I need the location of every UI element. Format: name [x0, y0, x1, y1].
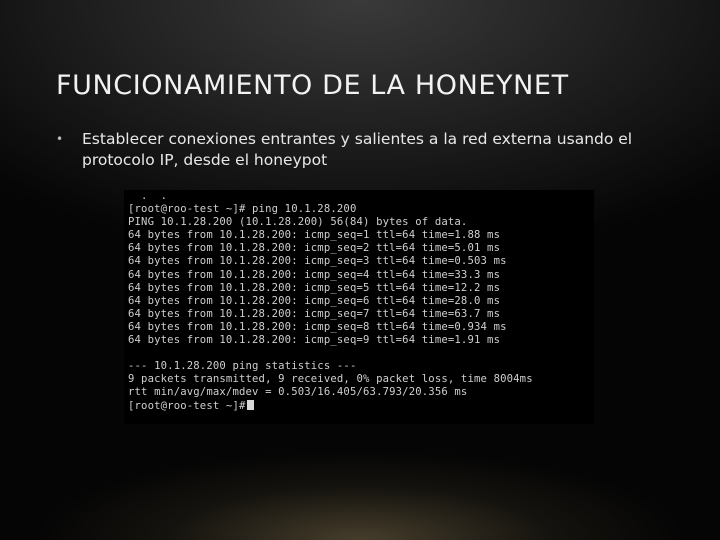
- terminal-line: . .: [128, 190, 168, 202]
- terminal-line: 64 bytes from 10.1.28.200: icmp_seq=3 ttl=64 time=0.503 ms: [128, 255, 507, 268]
- slide-title: FUNCIONAMIENTO DE LA HONEYNET: [56, 70, 569, 101]
- terminal-line: [128, 347, 594, 360]
- bullet-item: [56, 129, 666, 171]
- terminal-line: 64 bytes from 10.1.28.200: icmp_seq=6 ttl=64 time=28.0 ms: [128, 294, 501, 307]
- terminal-screenshot: [124, 190, 594, 424]
- terminal-line: --- 10.1.28.200 ping statistics ---: [128, 360, 357, 373]
- terminal-line: rtt min/avg/max/mdev = 0.503/16.405/63.793/20.356 ms: [128, 386, 468, 399]
- terminal-line: 64 bytes from 10.1.28.200: icmp_seq=8 ttl=64 time=0.934 ms: [128, 320, 507, 333]
- terminal-prompt-line: [128, 400, 594, 413]
- terminal-cursor: [247, 400, 254, 410]
- terminal-line: 64 bytes from 10.1.28.200: icmp_seq=1 ttl=64 time=1.88 ms: [128, 229, 501, 242]
- bullet-list: [56, 129, 666, 171]
- terminal-line: 64 bytes from 10.1.28.200: icmp_seq=5 ttl=64 time=12.2 ms: [128, 281, 501, 294]
- terminal-line: 9 packets transmitted, 9 received, 0% packet loss, time 8004ms: [128, 373, 533, 386]
- terminal-prompt: [root@roo-test ~]#: [128, 399, 246, 412]
- terminal-line: 64 bytes from 10.1.28.200: icmp_seq=7 ttl=64 time=63.7 ms: [128, 307, 501, 320]
- terminal-line: [root@roo-test ~]# ping 10.1.28.200: [128, 203, 357, 216]
- terminal-line: 64 bytes from 10.1.28.200: icmp_seq=4 ttl=64 time=33.3 ms: [128, 268, 501, 281]
- terminal-output: [124, 190, 594, 413]
- terminal-line: 64 bytes from 10.1.28.200: icmp_seq=2 ttl=64 time=5.01 ms: [128, 242, 501, 255]
- bullet-text: Establecer conexiones entrantes y salientes a la red externa usando el protocolo IP, desde el honeypot: [82, 130, 633, 169]
- terminal-line: 64 bytes from 10.1.28.200: icmp_seq=9 ttl=64 time=1.91 ms: [128, 334, 501, 347]
- terminal-line: PING 10.1.28.200 (10.1.28.200) 56(84) bytes of data.: [128, 216, 468, 229]
- bullet-dot-icon: •: [56, 132, 64, 146]
